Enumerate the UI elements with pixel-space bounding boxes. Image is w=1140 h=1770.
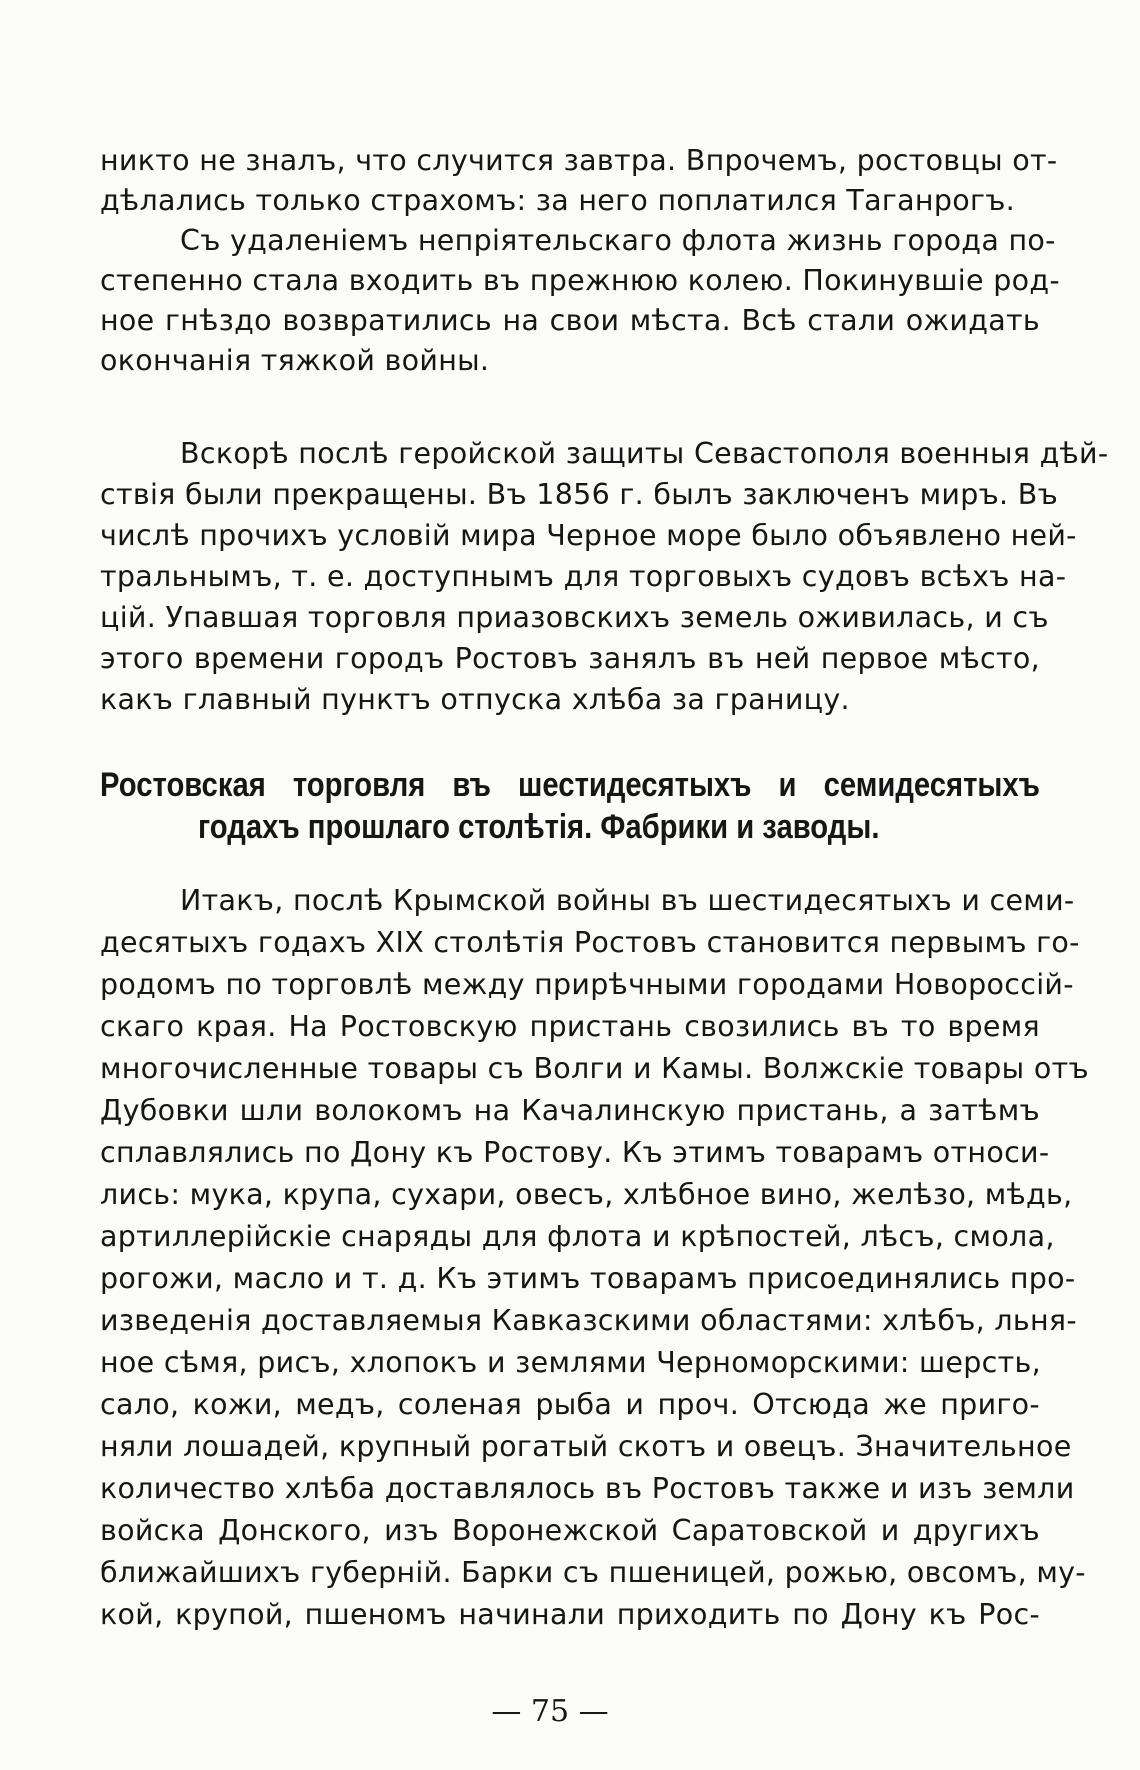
text-line: скаго края. На Ростовскую пристань свозились въ то время: [100, 1010, 1040, 1043]
text-line: изведенія доставляемыя Кавказскими областями: хлѣбъ, льня-: [100, 1304, 1077, 1337]
text-line: няли лошадей, крупный рогатый скотъ и овецъ. Значительное: [100, 1430, 1072, 1463]
text-line: войска Донского, изъ Воронежской Саратовской и другихъ: [100, 1514, 1040, 1547]
text-line: Съ удаленіемъ непріятельскаго флота жизнь города по-: [180, 224, 1056, 257]
text-line: какъ главный пунктъ отпуска хлѣба за границу.: [100, 683, 850, 716]
text-line: лись: мука, крупа, сухари, овесъ, хлѣбное вино, желѣзо, мѣдь,: [100, 1178, 1073, 1211]
text-line: ное гнѣздо возвратились на свои мѣста. Всѣ стали ожидать: [100, 304, 1040, 337]
text-line: ное сѣмя, рисъ, хлопокъ и землями Черноморскими: шерсть,: [100, 1346, 1041, 1379]
text-line: цій. Упавшая торговля приазовскихъ земель оживилась, и съ: [100, 601, 1049, 634]
text-line: артиллерійскіе снаряды для флота и крѣпостей, лѣсъ, смола,: [100, 1220, 1055, 1253]
text-line: степенно стала входить въ прежнюю колею. Покинувшіе род-: [100, 264, 1060, 297]
text-line: никто не зналъ, что случится завтра. Впрочемъ, ростовцы от-: [100, 144, 1058, 177]
text-line: числѣ прочихъ условій мира Черное море было объявлено ней-: [100, 519, 1077, 552]
text-line: Вскорѣ послѣ геройской защиты Севастополя военныя дѣй-: [180, 437, 1109, 470]
text-line: этого времени городъ Ростовъ занялъ въ ней первое мѣсто,: [100, 642, 1040, 675]
text-line: ближайшихъ губерній. Барки съ пшеницей, рожью, овсомъ, му-: [100, 1556, 1086, 1589]
text-line: кой, крупой, пшеномъ начинали приходить по Дону къ Рос-: [100, 1598, 1040, 1631]
text-line: десятыхъ годахъ XIX столѣтія Ростовъ становится первымъ го-: [100, 926, 1080, 959]
text-line: количество хлѣба доставлялось въ Ростовъ также и изъ земли: [100, 1472, 1075, 1505]
text-line: сплавлялись по Дону къ Ростову. Къ этимъ товарамъ относи-: [100, 1136, 1050, 1169]
text-line: ствія были прекращены. Въ 1856 г. былъ заключенъ миръ. Въ: [100, 478, 1059, 511]
text-line: рогожи, масло и т. д. Къ этимъ товарамъ присоединялись про-: [100, 1262, 1076, 1295]
text-line: многочисленные товары съ Волги и Камы. Волжскіе товары отъ: [100, 1052, 1089, 1085]
text-line: окончанія тяжкой войны.: [100, 344, 490, 377]
text-line: родомъ по торговлѣ между прирѣчными городами Новороссій-: [100, 968, 1074, 1001]
text-line: Дубовки шли волокомъ на Качалинскую пристань, а затѣмъ: [100, 1094, 1040, 1127]
page-number: — 75 —: [491, 1694, 609, 1729]
text-line: сало, кожи, медъ, соленая рыба и проч. Отсюда же приго-: [100, 1388, 1040, 1421]
section-heading-line-1: Ростовская торговля въ шестидесятыхъ и семидесятыхъ: [100, 766, 1040, 804]
text-line: Итакъ, послѣ Крымской войны въ шестидесятыхъ и семи-: [180, 884, 1075, 917]
section-heading-line-2: годахъ прошлаго столѣтія. Фабрики и заводы.: [198, 808, 880, 846]
text-line: тральнымъ, т. е. доступнымъ для торговыхъ судовъ всѣхъ на-: [100, 560, 1067, 593]
text-line: дѣлались только страхомъ: за него поплатился Таганрогъ.: [100, 184, 1016, 217]
